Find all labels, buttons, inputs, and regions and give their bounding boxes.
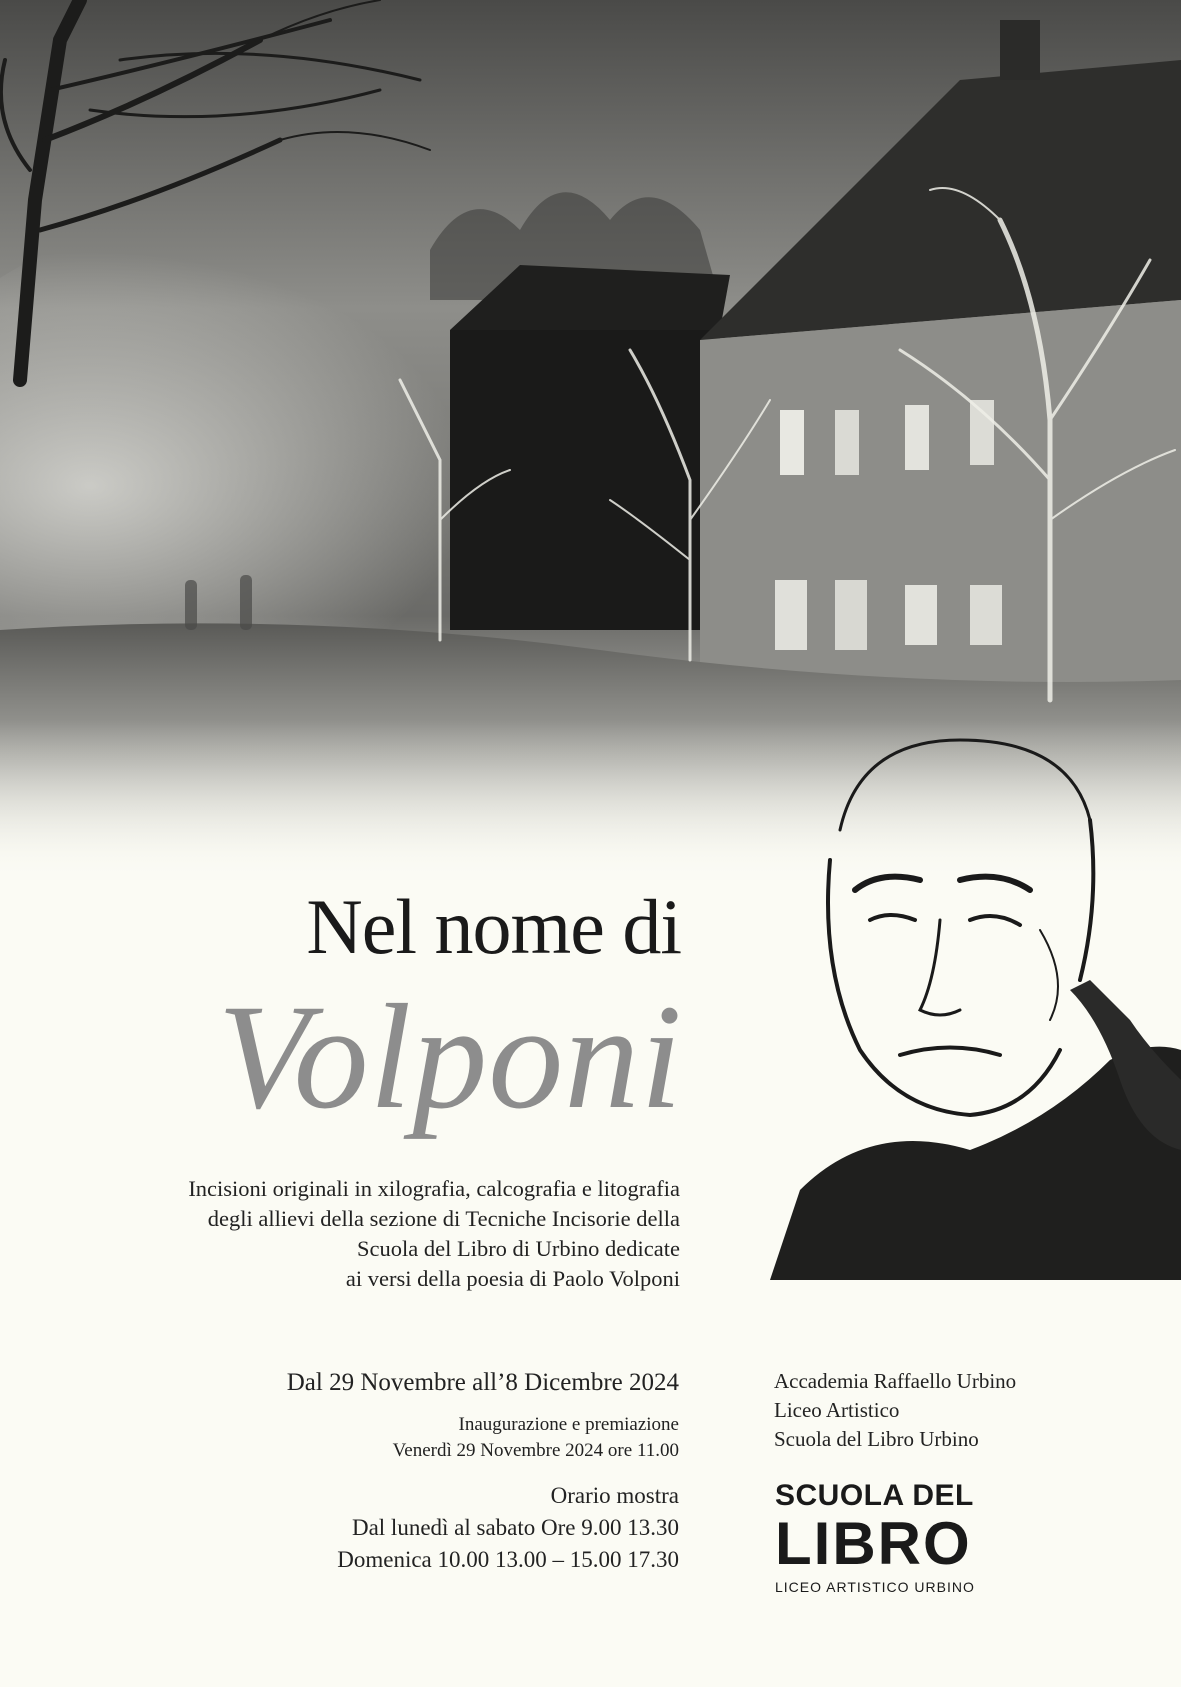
opening-date: Venerdì 29 Novembre 2024 ore 11.00 <box>392 1440 679 1461</box>
logo-line-2: LIBRO <box>775 1510 972 1577</box>
opening-label: Inaugurazione e premiazione <box>458 1414 679 1435</box>
scuola-del-libro-logo <box>775 1480 995 1596</box>
description-line: Scuola del Libro di Urbino dedicate <box>356 1236 680 1261</box>
description-line: degli allievi della sezione di Tecniche Incisorie della <box>207 1206 680 1231</box>
description-line: Incisioni originali in xilografia, calcografia e litografia <box>188 1176 680 1201</box>
institution-name: Accademia Raffaello Urbino <box>774 1369 1017 1393</box>
title-volponi: Volponi <box>217 974 683 1140</box>
exhibition-dates <box>119 1368 679 1576</box>
logo-line-1: SCUOLA DEL <box>775 1479 974 1512</box>
date-range: Dal 29 Novembre all’8 Dicembre 2024 <box>286 1369 679 1396</box>
dark-barn <box>450 265 730 630</box>
logo-line-3: LICEO ARTISTICO URBINO <box>775 1579 975 1595</box>
hours-label: Orario mostra <box>550 1483 679 1508</box>
author-portrait <box>770 720 1181 1280</box>
institution-name: Scuola del Libro Urbino <box>774 1427 979 1451</box>
institutions-list <box>774 1367 1016 1454</box>
exhibition-description <box>120 1174 680 1294</box>
portrait-coat <box>770 1047 1181 1280</box>
institution-name: Liceo Artistico <box>774 1398 900 1422</box>
hours-sunday: Domenica 10.00 13.00 – 15.00 17.30 <box>337 1547 679 1572</box>
title-nel-nome-di: Nel nome di <box>306 883 681 970</box>
hours-weekdays: Dal lunedì al sabato Ore 9.00 13.30 <box>351 1515 679 1540</box>
description-line: ai versi della poesia di Paolo Volponi <box>345 1266 680 1291</box>
